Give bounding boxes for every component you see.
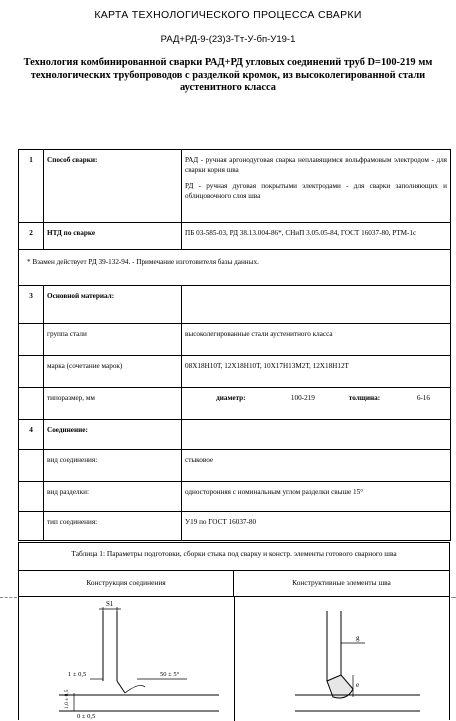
empty-cell — [19, 482, 44, 512]
joint-label: Соединение: — [44, 420, 182, 450]
steel-group-label: группа стали — [44, 324, 182, 356]
joint-type-value: стыковое — [182, 450, 451, 482]
table-row — [19, 450, 451, 482]
gap-top-dimension: 1 ± 0,5 — [68, 671, 87, 678]
table-row — [19, 482, 451, 512]
e-dimension: e — [356, 681, 360, 689]
steel-group-value: высоколегированные стали аустенитного класса — [182, 324, 451, 356]
diameter-label: диаметр: — [216, 394, 246, 402]
g-dimension: g — [356, 634, 360, 642]
row-number: 1 — [19, 150, 44, 223]
empty-cell — [19, 324, 44, 356]
document-title: КАРТА ТЕХНОЛОГИЧЕСКОГО ПРОЦЕССА СВАРКИ — [94, 9, 362, 21]
steel-grade-label: марка (сочетание марок) — [44, 356, 182, 388]
weld-elements-drawing — [235, 597, 449, 721]
page-fold-marker — [451, 597, 456, 598]
table-row — [19, 420, 451, 450]
joint-value — [182, 420, 451, 450]
bevel-type-label: вид разделки: — [44, 482, 182, 512]
table1-col-joint-design: Конструкция соединения — [19, 571, 234, 597]
side-dimension: 1,0 ± 0,5 — [64, 689, 70, 709]
empty-cell — [19, 356, 44, 388]
base-material-value — [182, 286, 451, 324]
table1 — [18, 570, 450, 720]
table-row — [19, 324, 451, 356]
joint-type-label: вид соединения: — [44, 450, 182, 482]
table-row — [19, 512, 451, 541]
table-row — [19, 286, 451, 324]
steel-grade-value: 08Х18Н10Т, 12Х18Н10Т, 10Х17Н13М2Т, 12Х18Н12Т — [182, 356, 451, 388]
ntd-value: ПБ 03-585-03, РД 38.13.004-86*, СНиП 3.05.05-84, ГОСТ 16037-80, РТМ-1с — [182, 223, 451, 250]
angle-arc — [125, 685, 145, 693]
table-row — [19, 250, 451, 286]
base-material-label: Основной материал: — [44, 286, 182, 324]
ntd-label: НТД по сварке — [44, 223, 182, 250]
welding-method-rd: РД - ручная дуговая покрытыми электродами - для сварки заполняющих и облицовочного слоя шва — [185, 182, 447, 200]
page-fold-marker — [0, 597, 17, 598]
welding-method-label: Способ сварки: — [44, 150, 182, 223]
editor-note: * Взамен действует РД 39-132-94. - Примечание изготовителя базы данных. — [19, 250, 451, 286]
row-number: 4 — [19, 420, 44, 450]
empty-cell — [19, 450, 44, 482]
gap-bottom-dimension: 0 ± 0,5 — [77, 713, 96, 720]
size-label: типоразмер, мм — [44, 388, 182, 420]
document-code: РАД+РД-9-(23)3-Тт-У-бп-У19-1 — [160, 34, 296, 45]
connection-type-label: тип соединения: — [44, 512, 182, 541]
size-values — [182, 388, 451, 420]
empty-cell — [19, 388, 44, 420]
document-subtitle: Технология комбинированной сварки РАД+РД угловых соединений труб D=100-219 мм технологических трубопроводов с разделкой кромок, из высоколегированной стали аустенитного класса — [23, 57, 433, 93]
bevel-edge — [117, 681, 125, 693]
thickness-value: 6-16 — [416, 394, 430, 402]
diameter-value: 100-219 — [290, 394, 315, 402]
table-row — [19, 150, 451, 223]
connection-type-value: У19 по ГОСТ 16037-80 — [182, 512, 451, 541]
table-row — [19, 223, 451, 250]
thickness-label: толщина: — [348, 394, 381, 402]
table1-col-weld-elements: Конструктивные элементы шва — [234, 571, 449, 597]
empty-cell — [19, 512, 44, 541]
welding-method-rad: РАД - ручная аргонодуговая сварка неплавящимся вольфрамовым электродом - для сварки корня шва — [185, 156, 447, 174]
angle-dimension: 50 ± 5° — [160, 671, 180, 678]
bevel-type-value: односторонняя с номинальным углом разделки свыше 15° — [182, 482, 451, 512]
process-card-table — [18, 149, 451, 541]
row-number: 3 — [19, 286, 44, 324]
row-number: 2 — [19, 223, 44, 250]
welding-method-value — [182, 150, 451, 223]
table-row — [19, 388, 451, 420]
table-row — [19, 356, 451, 388]
s1-dimension: S1 — [106, 600, 114, 608]
joint-design-drawing — [19, 597, 234, 721]
table1-caption: Таблица 1: Параметры подготовки, сборки стыка под сварку и констр. элементы готового сварного шва — [18, 542, 450, 570]
